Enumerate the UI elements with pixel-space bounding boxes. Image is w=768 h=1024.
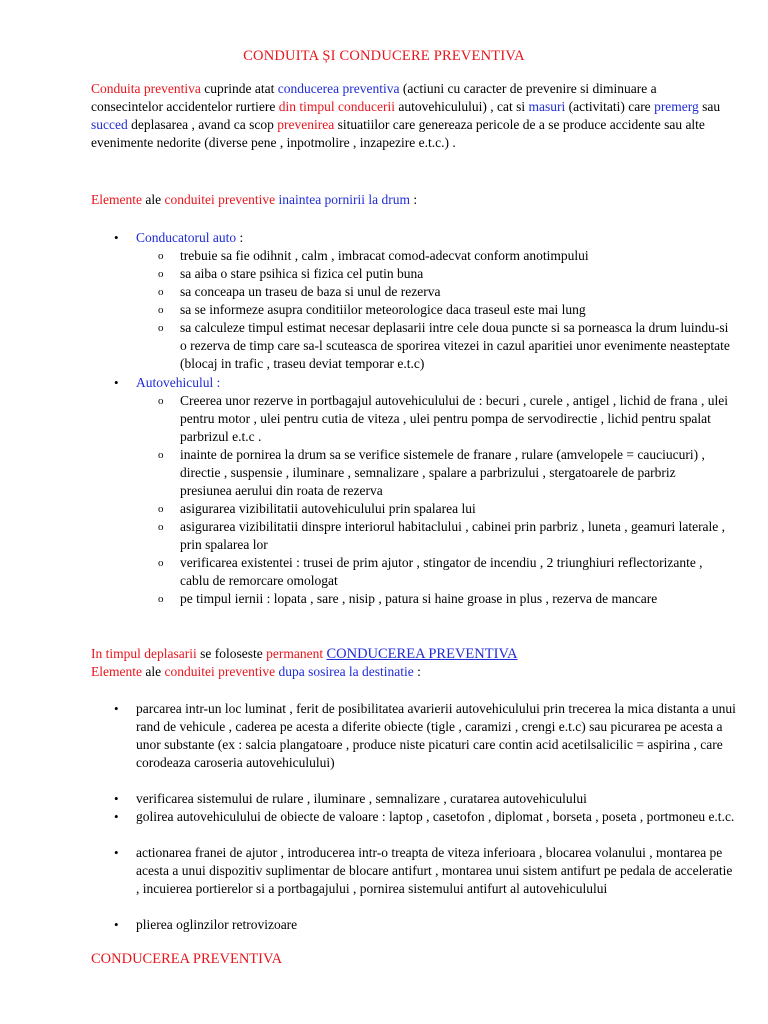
circle-bullet-icon: o xyxy=(158,593,164,605)
after-item-text: golirea autovehiculului de obiecte de valoare : laptop , casetofon , diplomat , borseta , poseta , portmoneu e.t.c. xyxy=(136,809,735,824)
sub-list-item xyxy=(158,247,730,265)
sub-list-item xyxy=(158,590,730,608)
sub-list-item xyxy=(158,301,730,319)
conducerea-preventiva-link[interactable]: CONDUCEREA PREVENTIVA xyxy=(326,646,518,662)
driver-label-suffix: : xyxy=(236,230,244,245)
heading-word-dupa: dupa sosirea la destinatie xyxy=(278,664,414,679)
section-heading-conducerea: CONDUCEREA PREVENTIVA xyxy=(91,951,283,967)
vehicle-label: Autovehiculul : xyxy=(136,375,221,390)
sub-list-item xyxy=(158,283,730,301)
driver-item-text: sa calculeze timpul estimat necesar deplasarii intre cele doua puncte si sa porneasca la drum luindu-si o rezerva de timp care sa-l scuteasca de sporirea vitezei in cazul aparitiei unor evenimente neasteptate (blocaj in trafic , traseu deviat temporar e.t.c) xyxy=(180,320,730,371)
intro-text: cuprinde atat xyxy=(200,81,278,96)
after-item-text: parcarea intr-un loc luminat , ferit de posibilitatea avarierii autovehiculului prin trecerea la mica distanta a unui rand de vehicule , caderea pe acesta a diferite obiecte (tigle , caramizi , crengi e.t.c) sau picurarea pe acesta a unor substante (ex : salcia plangatoare , produce niste picaturi care contin acid acetilsalicilic = aspirina , care corodeaza caroseria autovehiculului) xyxy=(136,701,736,770)
circle-bullet-icon: o xyxy=(158,322,164,334)
intro-text: (activitati) care xyxy=(565,99,655,114)
during-term: In timpul deplasarii xyxy=(91,646,197,661)
intro-term-prevenirea: prevenirea xyxy=(277,117,335,132)
intro-term-premerg: premerg xyxy=(654,99,699,114)
circle-bullet-icon: o xyxy=(158,557,164,569)
vehicle-item-text: verificarea existentei : trusei de prim ajutor , stingator de incendiu , 2 triunghiuri reflectorizante , cablu de remorcare omologat xyxy=(180,555,703,588)
heading-word-elemente: Elemente xyxy=(91,192,142,207)
sub-list-item xyxy=(158,500,730,518)
during-travel-line xyxy=(91,646,518,663)
sub-list-item xyxy=(158,265,730,283)
bullet-icon: • xyxy=(114,375,119,390)
intro-text: sau xyxy=(698,99,721,114)
intro-term-din-timpul: din timpul conducerii xyxy=(278,99,396,114)
intro-text: situatiilor care genereaza pericole de a se produce accidente sau alte evenimente nedorite (diverse pene , inpotmolire , inzapezire e.t.c.) . xyxy=(91,117,705,150)
circle-bullet-icon: o xyxy=(158,268,164,280)
after-item-text: plierea oglinzilor retrovizoare xyxy=(136,917,298,932)
driver-item-text: trebuie sa fie odihnit , calm , imbracat comod-adecvat conform anotimpului xyxy=(180,248,589,263)
list-item-vehicle xyxy=(114,374,736,392)
circle-bullet-icon: o xyxy=(158,250,164,262)
driver-label: Conducatorul auto xyxy=(136,230,237,245)
heading-text: ale xyxy=(141,664,165,679)
heading-text: ale xyxy=(141,192,165,207)
circle-bullet-icon: o xyxy=(158,304,164,316)
heading-word-conduitei: conduitei preventive xyxy=(164,664,276,679)
during-text: se foloseste xyxy=(196,646,267,661)
after-list-item xyxy=(114,700,736,772)
document-title: CONDUITA ȘI CONDUCERE PREVENTIVA xyxy=(243,48,525,64)
vehicle-item-text: asigurarea vizibilitatii autovehiculului prin spalarea lui xyxy=(180,501,476,516)
intro-term-conduita: Conduita preventiva xyxy=(91,81,201,96)
after-list-item xyxy=(114,790,736,808)
bullet-icon: • xyxy=(114,809,119,824)
bullet-icon: • xyxy=(114,230,119,245)
vehicle-item-text: pe timpul iernii : lopata , sare , nisip , patura si haine groase in plus , rezerva de mancare xyxy=(180,591,658,606)
after-list-item xyxy=(114,808,736,826)
driver-item-text: sa se informeze asupra conditiilor meteorologice daca traseul este mai lung xyxy=(180,302,586,317)
after-list-item xyxy=(114,844,736,898)
after-arrival-heading xyxy=(91,664,421,680)
intro-text: autovehiculului) , cat si xyxy=(395,99,529,114)
heading-text: : xyxy=(413,664,421,679)
vehicle-item-text: Creerea unor rezerve in portbagajul autovehiculului de : becuri , curele , antigel , lichid de frana , ulei pentru motor , ulei pentru cutia de viteza , ulei pentru pompa de servodirectie , lichid pentru spalat parbrizul e.t.c . xyxy=(180,393,729,444)
circle-bullet-icon: o xyxy=(158,521,164,533)
after-list-item xyxy=(114,916,736,934)
heading-word-elemente: Elemente xyxy=(91,664,142,679)
sub-list-item xyxy=(158,446,730,500)
intro-term-conducerea: conducerea preventiva xyxy=(277,81,400,96)
intro-paragraph xyxy=(91,80,731,152)
circle-bullet-icon: o xyxy=(158,286,164,298)
driver-item-text: sa aiba o stare psihica si fizica cel putin buna xyxy=(180,266,424,281)
sub-list-item xyxy=(158,518,730,554)
before-departure-heading xyxy=(91,192,417,208)
sub-list-item xyxy=(158,554,730,590)
vehicle-item-text: inainte de pornirea la drum sa se verifice sistemele de franare , rulare (amvelopele = cauciucuri) , directie , suspensie , iluminare , semnalizare , spalare a parbrizului , stergatoarele de parbriz presiunea aerului din roata de rezerva xyxy=(180,447,705,498)
heading-word-conduitei: conduitei preventive xyxy=(164,192,276,207)
bullet-icon: • xyxy=(114,845,119,860)
after-item-text: verificarea sistemului de rulare , iluminare , semnalizare , curatarea autovehiculului xyxy=(136,791,587,806)
circle-bullet-icon: o xyxy=(158,449,164,461)
after-item-text: actionarea franei de ajutor , introducerea intr-o treapta de viteza inferioara , blocarea volanului , montarea pe acesta a unui dispozitiv suplimentar de blocare antifurt , montarea unui sistem antifurt pe pedala de acceleratie , incuierea portierelor si a portbagajului , pornirea sistemului antifurt al autovehiculului xyxy=(136,845,733,896)
intro-term-masuri: masuri xyxy=(528,99,566,114)
driver-item-text: sa conceapa un traseu de baza si unul de rezerva xyxy=(180,284,441,299)
list-item-driver xyxy=(114,229,736,247)
vehicle-item-text: asigurarea vizibilitatii dinspre interiorul habitaclului , cabinei prin parbriz , luneta , geamuri laterale , prin spalarea lor xyxy=(180,519,726,552)
during-term-permanent: permanent xyxy=(266,646,324,661)
bullet-icon: • xyxy=(114,701,119,716)
bullet-icon: • xyxy=(114,917,119,932)
intro-term-succed: succed xyxy=(91,117,128,132)
circle-bullet-icon: o xyxy=(158,395,164,407)
sub-list-item xyxy=(158,392,730,446)
intro-text: (actiuni cu caracter de prevenire si diminuare a consecintelor accidentelor rurtiere xyxy=(91,81,657,114)
bullet-icon: • xyxy=(114,791,119,806)
heading-word-inaintea: inaintea pornirii la drum xyxy=(278,192,411,207)
heading-text: : xyxy=(410,192,418,207)
intro-text: deplasarea , avand ca scop xyxy=(127,117,278,132)
sub-list-item xyxy=(158,319,730,373)
circle-bullet-icon: o xyxy=(158,503,164,515)
